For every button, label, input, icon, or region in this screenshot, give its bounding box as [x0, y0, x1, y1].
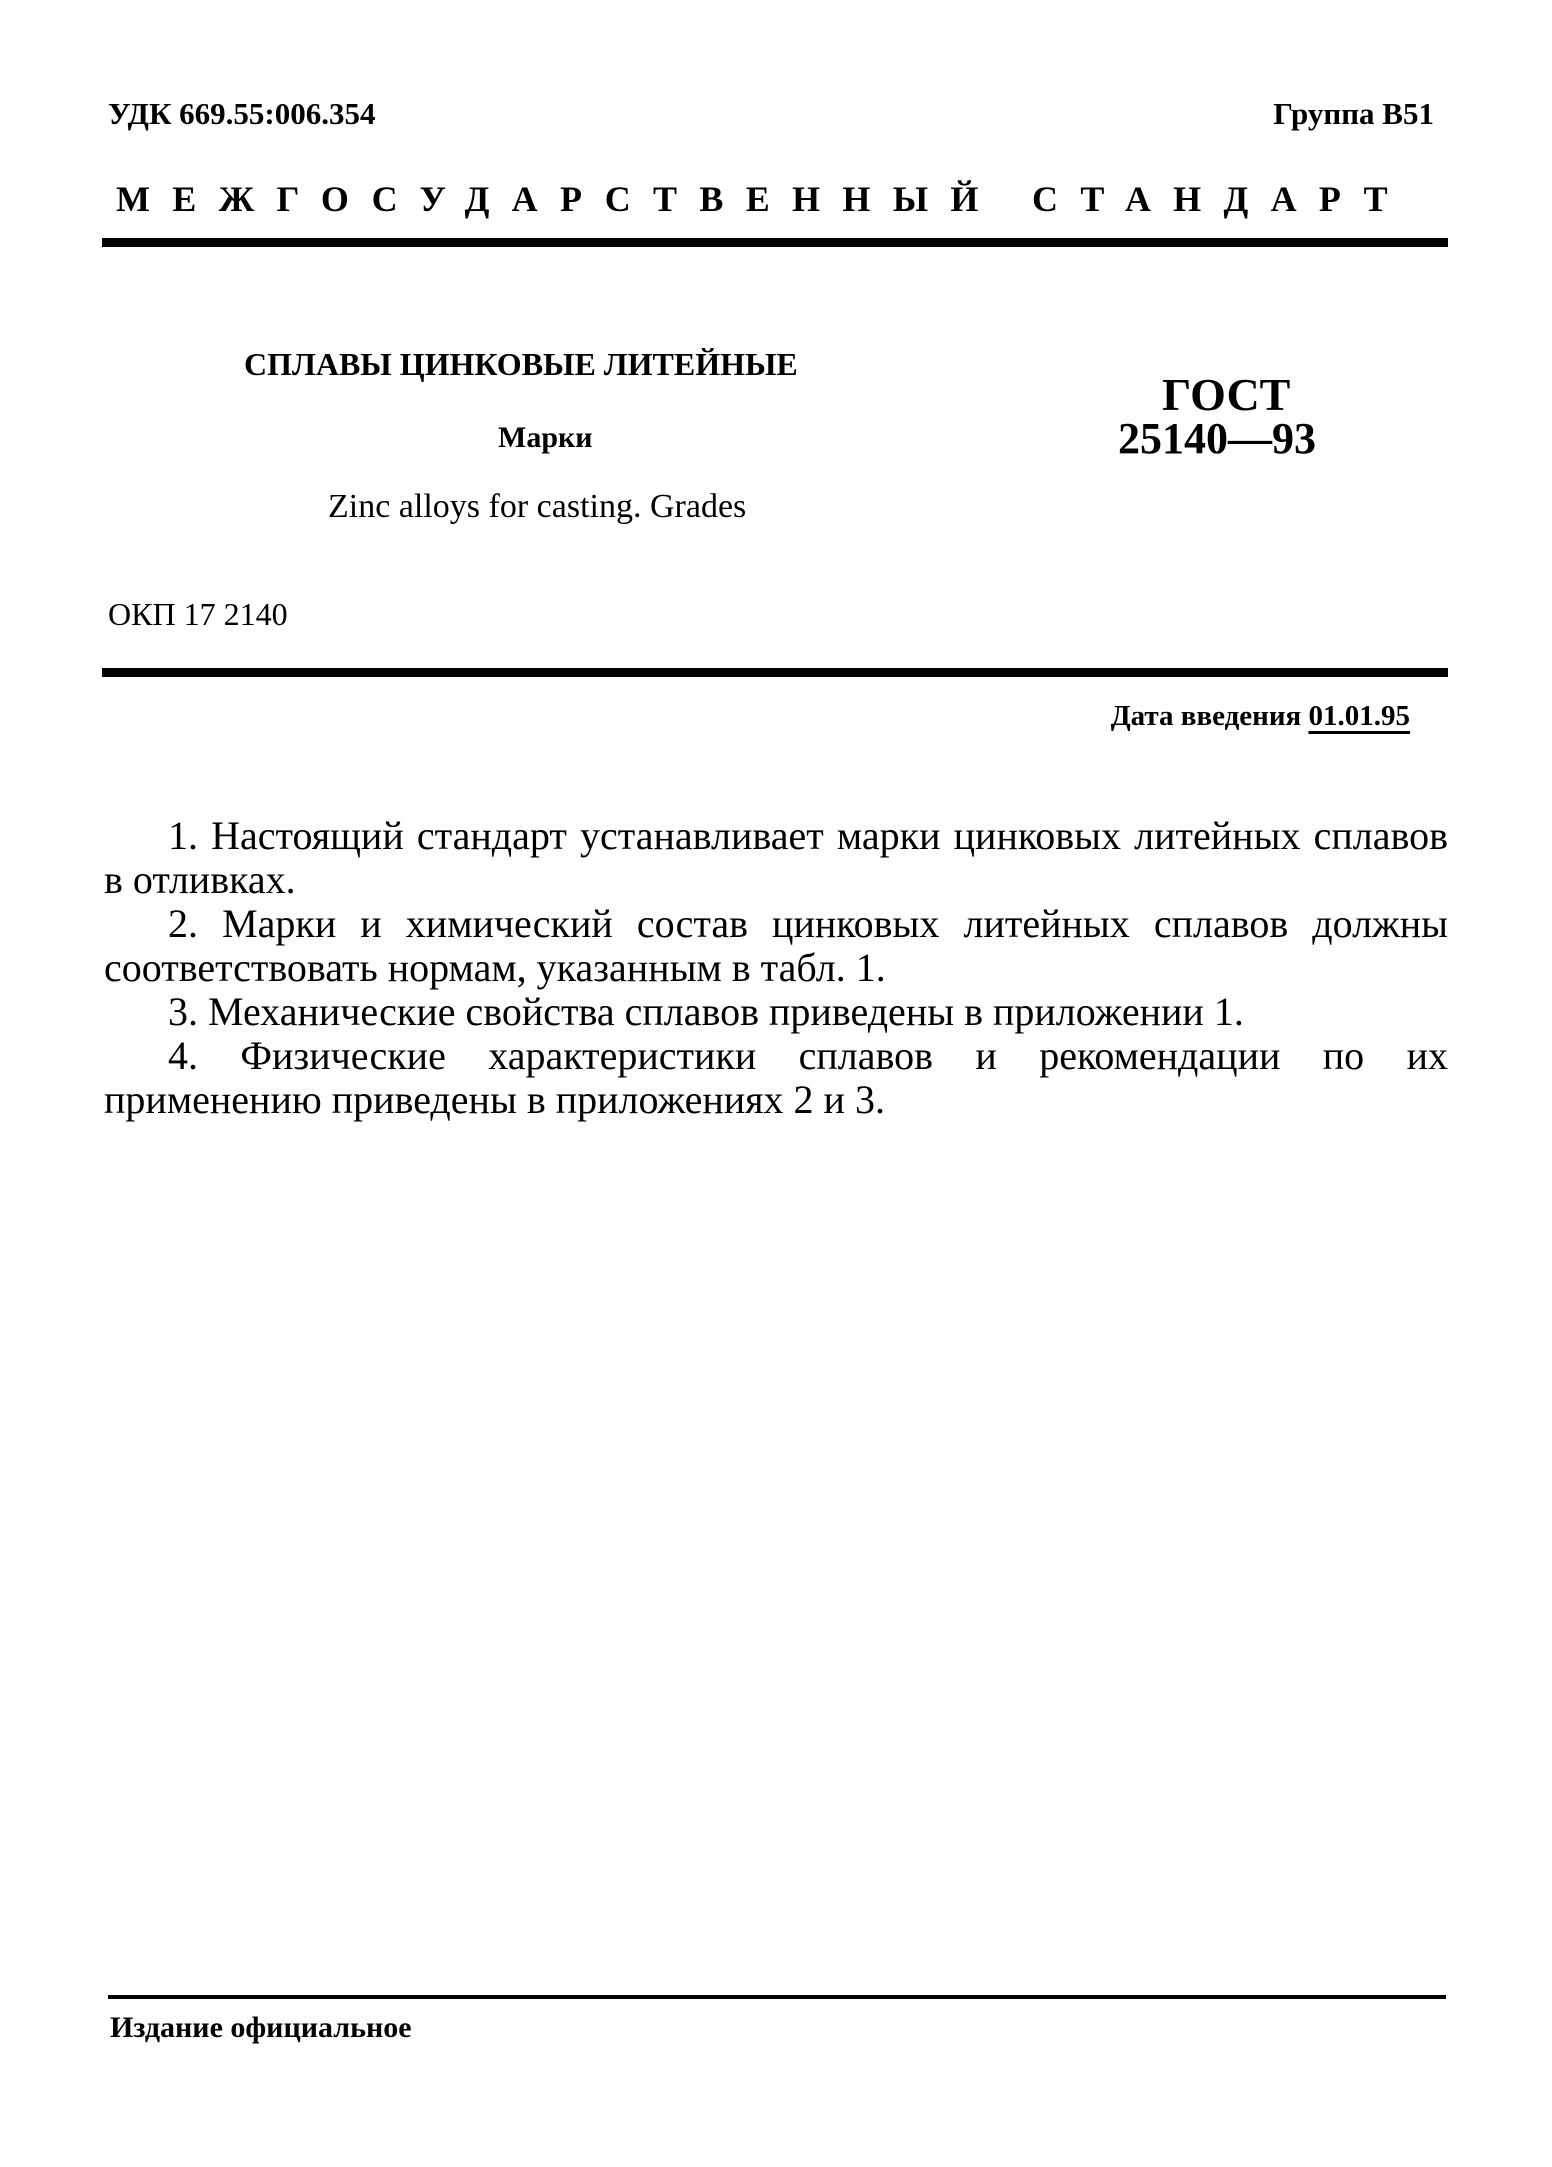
- top-divider: [102, 238, 1448, 247]
- udk-code: УДК 669.55:006.354: [108, 96, 376, 131]
- gost-number: 25140—93: [1118, 414, 1316, 463]
- clause-list: [104, 814, 1448, 1122]
- footer-divider: [108, 1995, 1446, 1999]
- gost-label: ГОСТ: [1162, 369, 1291, 420]
- clause-4: 4. Физические характеристики сплавов и рекомендации по их применению приведены в приложениях 2 и 3.: [104, 1033, 1448, 1122]
- document-title: СПЛАВЫ ЦИНКОВЫЕ ЛИТЕЙНЫЕ: [244, 346, 798, 382]
- clause-2: 2. Марки и химический состав цинковых литейных сплавов должны соответствовать нормам, указанным в табл. 1.: [104, 901, 1448, 990]
- document-subtitle: Марки: [498, 421, 593, 454]
- group-code: Группа В51: [1273, 96, 1434, 131]
- interstate-standard-heading: МЕЖГОСУДАРСТВЕННЫЙ СТАНДАРТ: [116, 179, 1410, 219]
- document-title-english: Zinc alloys for casting. Grades: [328, 488, 747, 525]
- introduction-date-value: 01.01.95: [1308, 700, 1410, 732]
- introduction-date: [1111, 700, 1410, 733]
- clause-3: 3. Механические свойства сплавов приведены в приложении 1.: [168, 989, 1244, 1034]
- okp-code: ОКП 17 2140: [108, 596, 288, 632]
- middle-divider: [102, 668, 1448, 677]
- clause-1: 1. Настоящий стандарт устанавливает марки цинковых литейных сплавов в отливках.: [104, 813, 1448, 902]
- introduction-date-label: Дата введения: [1110, 700, 1302, 732]
- official-edition-note: Издание официальное: [110, 2011, 412, 2044]
